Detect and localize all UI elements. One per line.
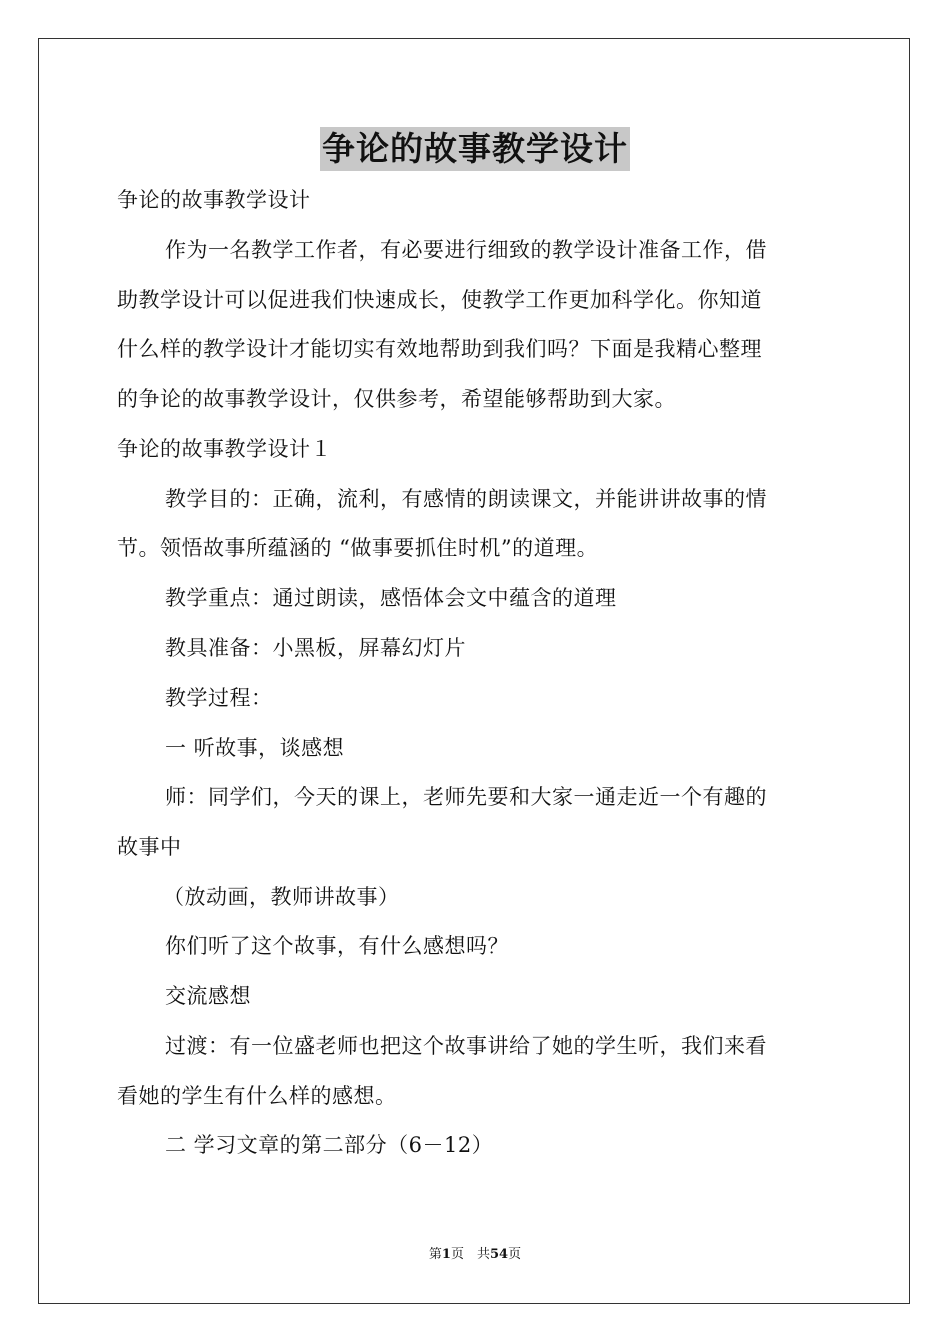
document-title: 争论的故事教学设计: [320, 127, 630, 171]
paragraph-line: 什么样的教学设计才能切实有效地帮助到我们吗？下面是我精心整理: [117, 337, 762, 361]
paragraph-line: 作为一名教学工作者，有必要进行细致的教学设计准备工作，借: [165, 238, 767, 262]
page-footer: [0, 1246, 950, 1264]
paragraph-line: 二 学习文章的第二部分（6－12）: [165, 1133, 494, 1157]
paragraph-line: 节。领悟故事所蕴涵的 “做事要抓住时机”的道理。: [117, 536, 599, 560]
paragraph-line: 教学目的：正确，流利，有感情的朗读课文，并能讲讲故事的情: [165, 487, 767, 511]
page-border: [38, 38, 910, 1304]
paragraph-line: 教学过程：: [165, 686, 273, 710]
paragraph-line: 助教学设计可以促进我们快速成长，使教学工作更加科学化。你知道: [117, 288, 762, 312]
footer-mid: 页 共: [450, 1247, 490, 1262]
section-heading: 争论的故事教学设计１: [117, 437, 332, 461]
paragraph-line: 教学重点：通过朗读，感悟体会文中蕴含的道理: [165, 586, 617, 610]
paragraph-line: 故事中: [117, 835, 182, 859]
paragraph-line: 你们听了这个故事，有什么感想吗？: [165, 934, 509, 958]
paragraph-line: （放动画，教师讲故事）: [163, 885, 400, 909]
subtitle-line: 争论的故事教学设计: [117, 188, 311, 212]
footer-prefix: 第: [428, 1247, 442, 1262]
footer-suffix: 页: [508, 1247, 522, 1262]
paragraph-line: 看她的学生有什么样的感想。: [117, 1084, 397, 1108]
paragraph-line: 交流感想: [165, 984, 251, 1008]
paragraph-line: 一 听故事，谈感想: [165, 736, 345, 760]
paragraph-line: 的争论的故事教学设计，仅供参考，希望能够帮助到大家。: [117, 387, 676, 411]
paragraph-line: 教具准备：小黑板，屏幕幻灯片: [165, 636, 466, 660]
title-container: [0, 127, 950, 171]
paragraph-line: 师：同学们，今天的课上，老师先要和大家一通走近一个有趣的: [165, 785, 767, 809]
footer-total-pages: 54: [489, 1247, 509, 1262]
footer-page-number: 1: [441, 1247, 451, 1262]
paragraph-line: 过渡：有一位盛老师也把这个故事讲给了她的学生听，我们来看: [165, 1034, 767, 1058]
